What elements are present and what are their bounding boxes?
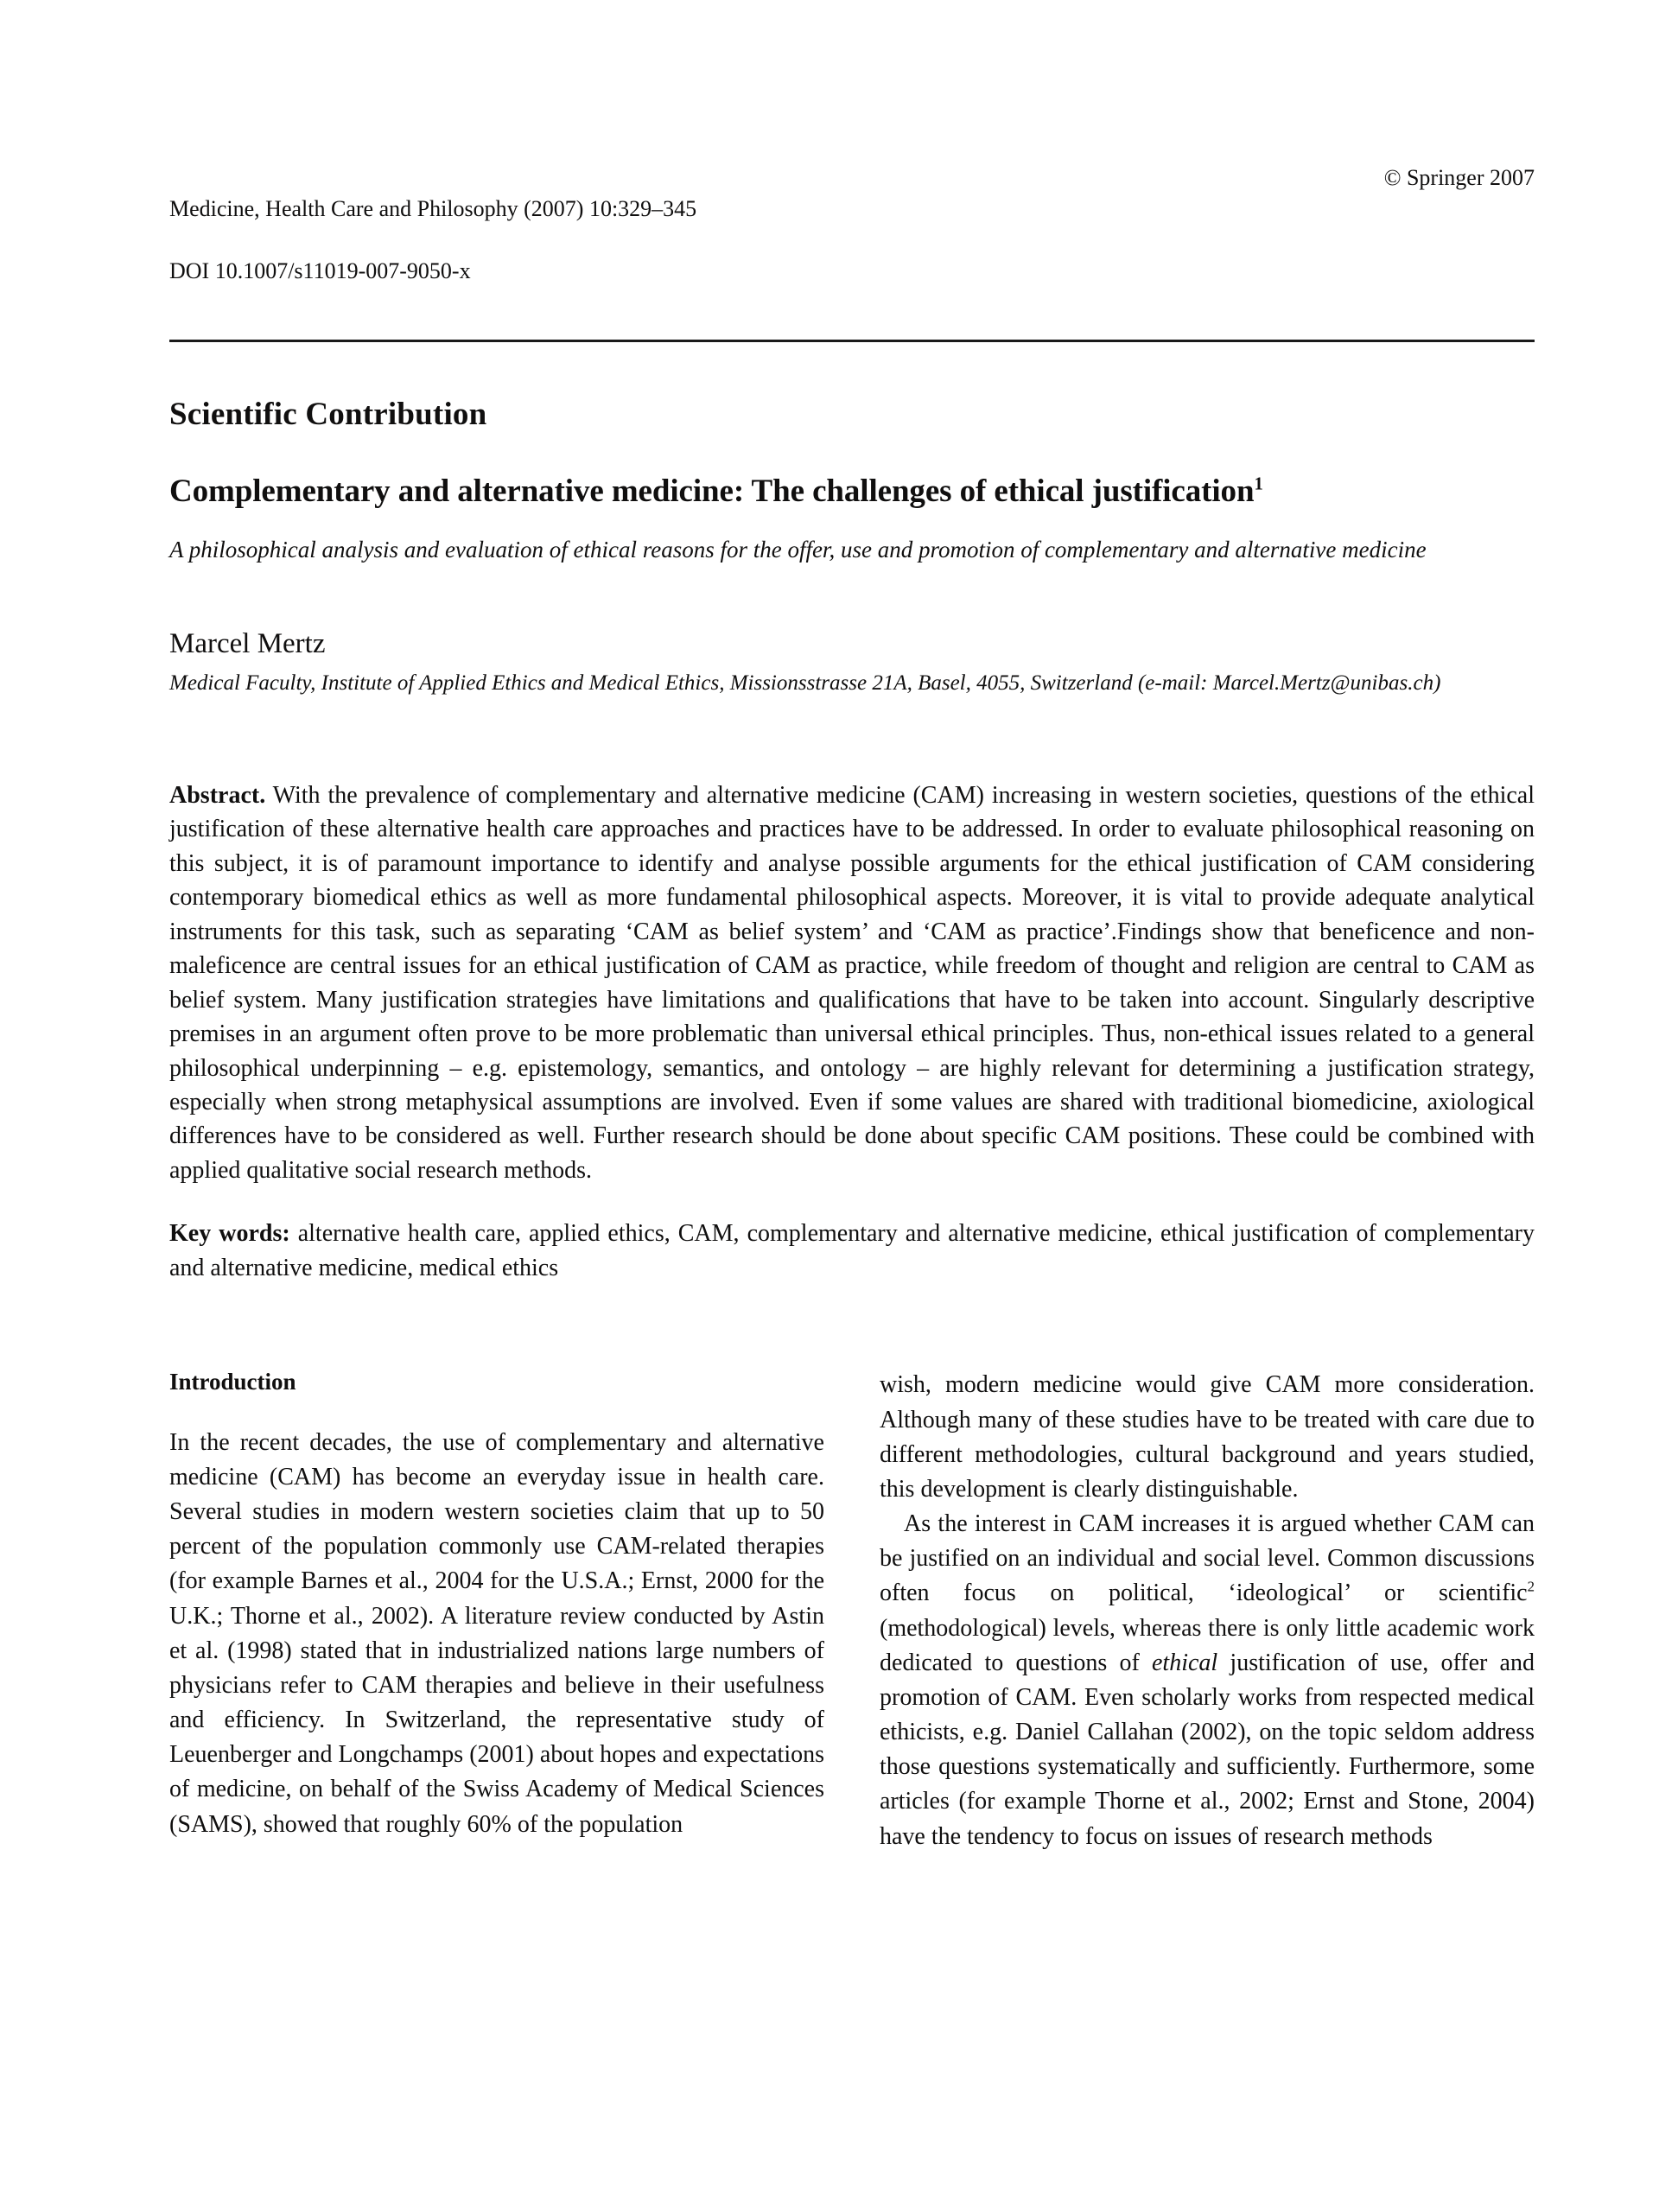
body-column-left bbox=[169, 1368, 824, 1853]
page-title bbox=[169, 473, 1535, 511]
body-footnote-marker: 2 bbox=[1527, 1579, 1535, 1596]
paragraph-emphasis: ethical bbox=[1152, 1649, 1218, 1676]
abstract bbox=[169, 779, 1535, 1188]
paper-subtitle: A philosophical analysis and evaluation of ethical reasons for the offer, use and promotion of complementary and alternative medicine bbox=[169, 536, 1427, 563]
section-heading-introduction: Introduction bbox=[169, 1369, 296, 1395]
body-column-right bbox=[880, 1368, 1535, 1853]
title-footnote-marker: 1 bbox=[1254, 475, 1263, 495]
keywords bbox=[169, 1217, 1535, 1285]
journal-citation-line1: Medicine, Health Care and Philosophy (2007) 10:329–345 bbox=[169, 195, 697, 221]
paragraph: wish, modern medicine would give CAM more consideration. Although many of these studies have to be treated with care due to different methodologies, cultural background and years studied, this development is clearly distinguishable. bbox=[880, 1371, 1535, 1503]
paper-title-text: Complementary and alternative medicine: The challenges of ethical justification bbox=[169, 474, 1255, 510]
author-affiliation: Medical Faculty, Institute of Applied Ethics and Medical Ethics, Missionsstrasse 21A, Basel, 4055, Switzerland (e-mail: Marcel.Mertz@unibas.ch) bbox=[169, 671, 1441, 696]
abstract-label: Abstract. bbox=[169, 781, 266, 809]
article-type-label: Scientific Contribution bbox=[169, 397, 487, 433]
author-name: Marcel Mertz bbox=[169, 627, 326, 659]
paragraph-part: justification of use, offer and promotion of CAM. Even scholarly works from respected medical ethicists, e.g. Daniel Callahan (2002), on the topic seldom address those questions systematically and sufficiently. Furthermore, some articles (for example Thorne et al., 2002; Ernst and Stone, 2004) have the tendency to focus on issues of research methods bbox=[880, 1649, 1535, 1850]
copyright-notice: © Springer 2007 bbox=[1383, 165, 1535, 190]
paragraph bbox=[880, 1507, 1535, 1854]
journal-header bbox=[169, 0, 1535, 317]
keywords-text: alternative health care, applied ethics, CAM, complementary and alternative medicine, ethical justification of complementary and alternative medicine, medical ethics bbox=[169, 1220, 1535, 1281]
body-columns bbox=[169, 1368, 1535, 1853]
page-content bbox=[169, 0, 1535, 1854]
paragraph: In the recent decades, the use of complementary and alternative medicine (CAM) has become an everyday issue in health care. Several studies in modern western societies claim that up to 50 percent of the population commonly use CAM-related therapies (for example Barnes et al., 2004 for the U.S.A.; Ernst, 2000 for the U.K.; Thorne et al., 2002). A literature review conducted by Astin et al. (1998) stated that in industrialized nations large numbers of physicians refer to CAM therapies and believe in their usefulness and efficiency. In Switzerland, the representative study of Leuenberger and Longchamps (2001) about hopes and expectations of medicine, on behalf of the Swiss Academy of Medical Sciences (SAMS), showed that roughly 60% of the population bbox=[169, 1428, 824, 1838]
paragraph-part: As the interest in CAM increases it is argued whether CAM can be justified on an individual and social level. Common discussions often focus on political, ‘ideological’ or scientific bbox=[880, 1510, 1535, 1607]
paragraph-part: (methodological) levels, whereas there is only little academic work dedicated to questions of bbox=[880, 1614, 1535, 1676]
journal-doi: DOI 10.1007/s11019-007-9050-x bbox=[169, 257, 471, 283]
keywords-label: Key words: bbox=[169, 1220, 290, 1248]
author-block bbox=[169, 627, 1535, 699]
abstract-text: With the prevalence of complementary and alternative medicine (CAM) increasing in western societies, questions of the ethical justification of these alternative health care approaches and practices have to be addressed. In order to evaluate philosophical reasoning on this subject, it is of paramount importance to identify and analyse possible arguments for the ethical justification of CAM considering contemporary biomedical ethics as well as more fundamental philosophical aspects. Moreover, it is vital to provide adequate analytical instruments for this task, such as separating ‘CAM as belief system’ and ‘CAM as practice’.Findings show that beneficence and non-maleficence are central issues for an ethical justification of CAM as practice, while freedom of thought and religion are central to CAM as belief system. Many justification strategies have limitations and qualifications that have to be taken into account. Singularly descriptive premises in an argument often prove to be more problematic than universal ethical principles. Thus, non-ethical issues related to a general philosophical underpinning – e.g. epistemology, semantics, and ontology – are highly relevant for determining a justification strategy, especially when strong metaphysical assumptions are involved. Even if some values are shared with traditional biomedicine, axiological differences have to be considered as well. Further research should be done about specific CAM positions. These could be combined with applied qualitative social research methods. bbox=[169, 781, 1535, 1184]
journal-citation bbox=[169, 162, 696, 317]
header-divider bbox=[169, 340, 1535, 342]
